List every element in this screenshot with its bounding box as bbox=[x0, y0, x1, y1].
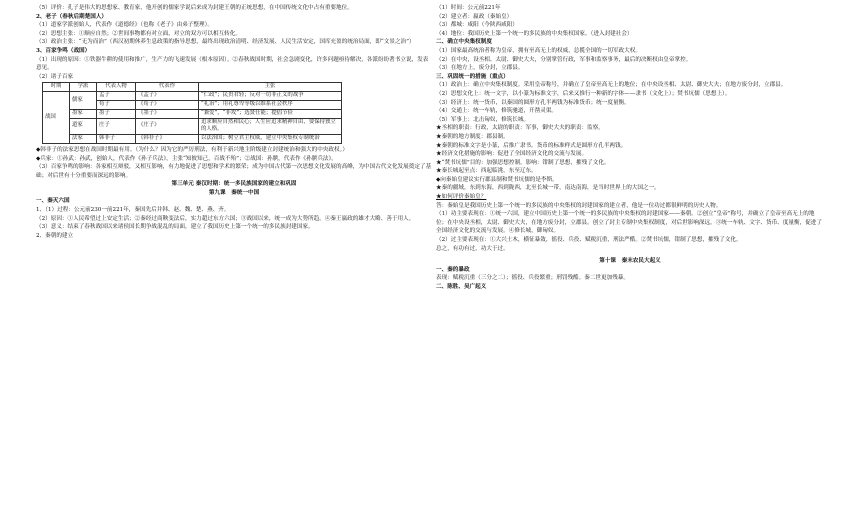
paragraph: （3）意义：结束了春秋战国以来诸侯国长期争战混乱的局面，建立了我国历史上第一个统一的多民族封建国家。 bbox=[36, 224, 314, 231]
paragraph: ◆向秦始皇建议实行郡县制和焚书坑儒的是李斯。 bbox=[436, 176, 558, 183]
lesson-title: 第九课 秦统一中国 bbox=[208, 189, 260, 196]
table-cell-idea: “仁政”；民贵君轻；反对一切非正义的战争 bbox=[199, 92, 342, 101]
paragraph: 1、（1）过程：公元前230一前221年，秦国先后并韩、赵、魏、楚、燕、齐。 bbox=[36, 207, 230, 214]
table-header: 代表作 bbox=[136, 83, 199, 92]
section-heading: 一、秦灭六国 bbox=[36, 198, 70, 205]
table-cell-person: 庄子 bbox=[97, 118, 136, 135]
table-cell-work: 《韩非子》 bbox=[136, 135, 199, 144]
table-cell-work: 《荀子》 bbox=[136, 100, 199, 109]
paragraph: （5）评价：孔子是伟大的思想家、教育家，他开创的儒家学说后来成为封建王朝的正统思想，在中国传统文化中占有重要地位。 bbox=[36, 5, 353, 11]
paragraph: 表现：赋税沉重（三分之二）；徭役、兵役繁重；刑罚残酷。秦二世更加残暴。 bbox=[436, 275, 629, 282]
section-heading: 二、陈胜、吴广起义 bbox=[436, 284, 487, 290]
paragraph: （3）百家争鸣的影响：各家相互辩驳，又相互影响，有力地促进了思想和学术的繁荣；成为中国古代第一次思想文化发展的高峰，为中国古代文化发展奠定了基础；对后世有十分重要而深远的影响。 bbox=[36, 164, 432, 179]
right-column bbox=[436, 4, 824, 292]
table-row bbox=[43, 109, 342, 118]
table-cell-school: 儒家 bbox=[70, 92, 97, 110]
section-heading: 3、百家争鸣（战国） bbox=[36, 47, 91, 54]
paragraph: ★“焚书坑儒”目的：加强思想控制。影响：钳制了思想，摧残了文化。 bbox=[436, 159, 610, 166]
paragraph: ★秦朝的标准文字是小篆，后推广隶书。货币的标准样式是圆形方孔半两钱。 bbox=[436, 142, 627, 149]
section-heading: 三、巩固统一的措施（重点） bbox=[436, 73, 509, 80]
paragraph: （1）政治上：确立中央集权制度。采用皇帝称号，并确立了皇帝至高无上的地位；在中央设丞相、太尉、御史大夫；在地方废分封，立郡县。 bbox=[436, 82, 787, 89]
paragraph: （3）在地方上，废分封，立郡县。 bbox=[436, 65, 524, 72]
paragraph: （2）思想文化上：统一文字，以小篆为标准文字，后来又推行一种新的字体——隶书（文化上）；焚书坑儒（思想上）。 bbox=[436, 90, 731, 97]
table-cell-person: 荀子 bbox=[97, 100, 136, 109]
table-cell-idea: 以法治国；树立君主权威，建立中央集权专制统治 bbox=[199, 135, 342, 144]
table-cell-person: 孟子 bbox=[97, 92, 136, 101]
section-heading: 一、秦的暴政 bbox=[436, 266, 470, 273]
paragraph: （2）过主要表现在：①大兴土木，横征暴敛，徭役、兵役、赋税沉重，刑法严酷。②焚书坑儒，钳制了思想，摧残了文化。 bbox=[436, 237, 742, 244]
section-heading: 2、老子（春秋后期楚国人） bbox=[36, 13, 108, 20]
paragraph: （1）道家学派创始人，代表作《道德经》（也称《老子》由弟子整理）。 bbox=[36, 22, 213, 29]
paragraph: ◆韩非子的法家思想在战国时期最有用。（为什么？因为它的严厉刑法，有利于新兴地主阶级建立封建统治和强大的中央政权。） bbox=[36, 146, 348, 153]
table-cell-idea: 追求顺应自然和民心；人生应追求精神自由，要保持独立的人格。 bbox=[199, 118, 342, 135]
table-cell-work: 《孟子》 bbox=[136, 92, 199, 101]
paragraph: （2）原因：①人民希望过上安定生活；②秦经过商鞅变法后，实力超过东方六国；③战国以来，统一成为大势所趋。④秦王嬴政的雄才大略、善于用人。 bbox=[36, 215, 415, 222]
paragraph: ★秦朝的地方制度：郡县制。 bbox=[436, 133, 509, 140]
paragraph: 答：秦始皇是我国历史上第一个统一的多民族的中央集权的封建国家的建立者，他是一位功过都很鲜明的历史人物。 bbox=[436, 202, 722, 209]
paragraph: 2、秦朝的建立 bbox=[36, 232, 74, 239]
table-row bbox=[43, 135, 342, 144]
left-column bbox=[36, 4, 432, 240]
paragraph: 总之，有功有过，功大于过。 bbox=[436, 245, 509, 252]
table-cell-idea: “礼治”；用礼尊卑等级以维系社会秩序 bbox=[199, 100, 342, 109]
section-heading: 二、确立中央集权制度 bbox=[436, 39, 492, 46]
table-cell-person: 墨子 bbox=[97, 109, 136, 118]
table-cell-school: 法家 bbox=[70, 135, 97, 144]
table-cell-school: 道家 bbox=[70, 118, 97, 135]
table-cell-school: 墨家 bbox=[70, 109, 97, 118]
paragraph: （1）国家最高统治者称为皇帝，拥有至高无上的权威，总揽全国的一切军政大权。 bbox=[436, 47, 641, 54]
paragraph: （1）出现的原因：①铁器牛耕的使用和推广，生产力的飞速发展（根本原因）。②春秋战国时期，社会急剧变化，许多问题亟待解决，各派纷纷著书立说，发表意见。 bbox=[36, 56, 429, 72]
paragraph: （5）军事上：北击匈奴，修筑长城。 bbox=[436, 116, 530, 123]
paragraph: ◆兵家：①孙武：孙武，创始人，代表作《孙子兵法》，主张“知彼知己，百战不殆”；②战国：孙膑，代表作《孙膑兵法》。 bbox=[36, 155, 337, 162]
paragraph: （1）时间：公元前221年 bbox=[436, 5, 501, 11]
schools-table bbox=[42, 82, 342, 144]
table-header: 时期 bbox=[43, 83, 70, 92]
table-cell-person: 韩非子 bbox=[97, 135, 136, 144]
paragraph: ★秦的疆域，东到东海，西到陇西，北至长城一带，南达南海，是当时世界上的大国之一。 bbox=[436, 185, 660, 192]
table-header-row bbox=[43, 83, 342, 92]
paragraph: （2）诸子百家 bbox=[36, 73, 74, 80]
paragraph: ★丞相的职责：行政，太尉的职责：军事，御史大夫的职责：监察。 bbox=[436, 125, 604, 132]
table-header: 学派 bbox=[70, 83, 97, 92]
table-row bbox=[43, 92, 342, 101]
paragraph: ★秦长城起至点：西起临洮，东至辽东。 bbox=[436, 168, 537, 175]
table-cell-work: 《庄子》 bbox=[136, 118, 199, 135]
table-cell-work: 《墨子》 bbox=[136, 109, 199, 118]
paragraph: ★如何评价秦始皇？ bbox=[436, 194, 487, 201]
paragraph: ★经济文化措施的影响：促进了全国经济文化的交流与发展。 bbox=[436, 151, 588, 158]
paragraph: （2）建立者：嬴政（秦始皇） bbox=[436, 13, 513, 20]
table-header: 主张 bbox=[199, 83, 342, 92]
lesson-title: 第十课 秦末农民大起义 bbox=[599, 258, 661, 265]
paragraph: （2）思想主张：①顺应自然；②世间事物都有对立面，对立的双方可以相互转化。 bbox=[36, 30, 241, 37]
paragraph: （2）在中央，设丞相、太尉、御史大夫，分别掌管行政，军事和监察事务，最后的决断权由皇帝掌控。 bbox=[436, 56, 692, 63]
table-cell-idea: “兼爱”，“非攻”；选贤任能；提倡节俭 bbox=[199, 109, 342, 118]
table-cell-period: 战国 bbox=[43, 92, 70, 144]
table-row bbox=[43, 118, 342, 135]
table-header: 代表人物 bbox=[97, 83, 136, 92]
paragraph: （4）地位：我国历史上第一个统一的多民族的中央集权国家。（进入封建社会） bbox=[436, 30, 633, 37]
paragraph: （3）经济上：统一货币，以秦国的圆形方孔半两钱为标准货币；统一度量衡。 bbox=[436, 99, 630, 106]
unit-title: 第三单元 秦汉时期：统一多民族国家的建立和巩固 bbox=[171, 181, 297, 188]
paragraph: （3）都城：咸阳（今陕西咸阳） bbox=[436, 22, 518, 29]
paragraph: （1）功主要表现在：①统一六国，建立中国历史上第一个统一的多民族的中央集权的封建国家——秦朝。②创立“皇帝”称号，并确立了皇帝至高无上的地位；在中央设丞相，太尉、御史大夫，在地方废分封，立郡县。创立了封主专制中央集权制度，对后世影响深远。③统一车轨、文字、货币、度量衡，促进了全国经济文化的交流与发展。④修长城，御匈奴。 bbox=[436, 211, 822, 235]
paragraph: （3）政治主张：“无为而治”（西汉初期休养生息政策的指导思想，最终出现政治清明、经济发展、人民生活安定，国库充盈的统治局面，即“文景之治”） bbox=[36, 39, 415, 46]
paragraph: （4）交通上：统一车轨，修筑驰道，开凿灵渠。 bbox=[436, 108, 558, 115]
